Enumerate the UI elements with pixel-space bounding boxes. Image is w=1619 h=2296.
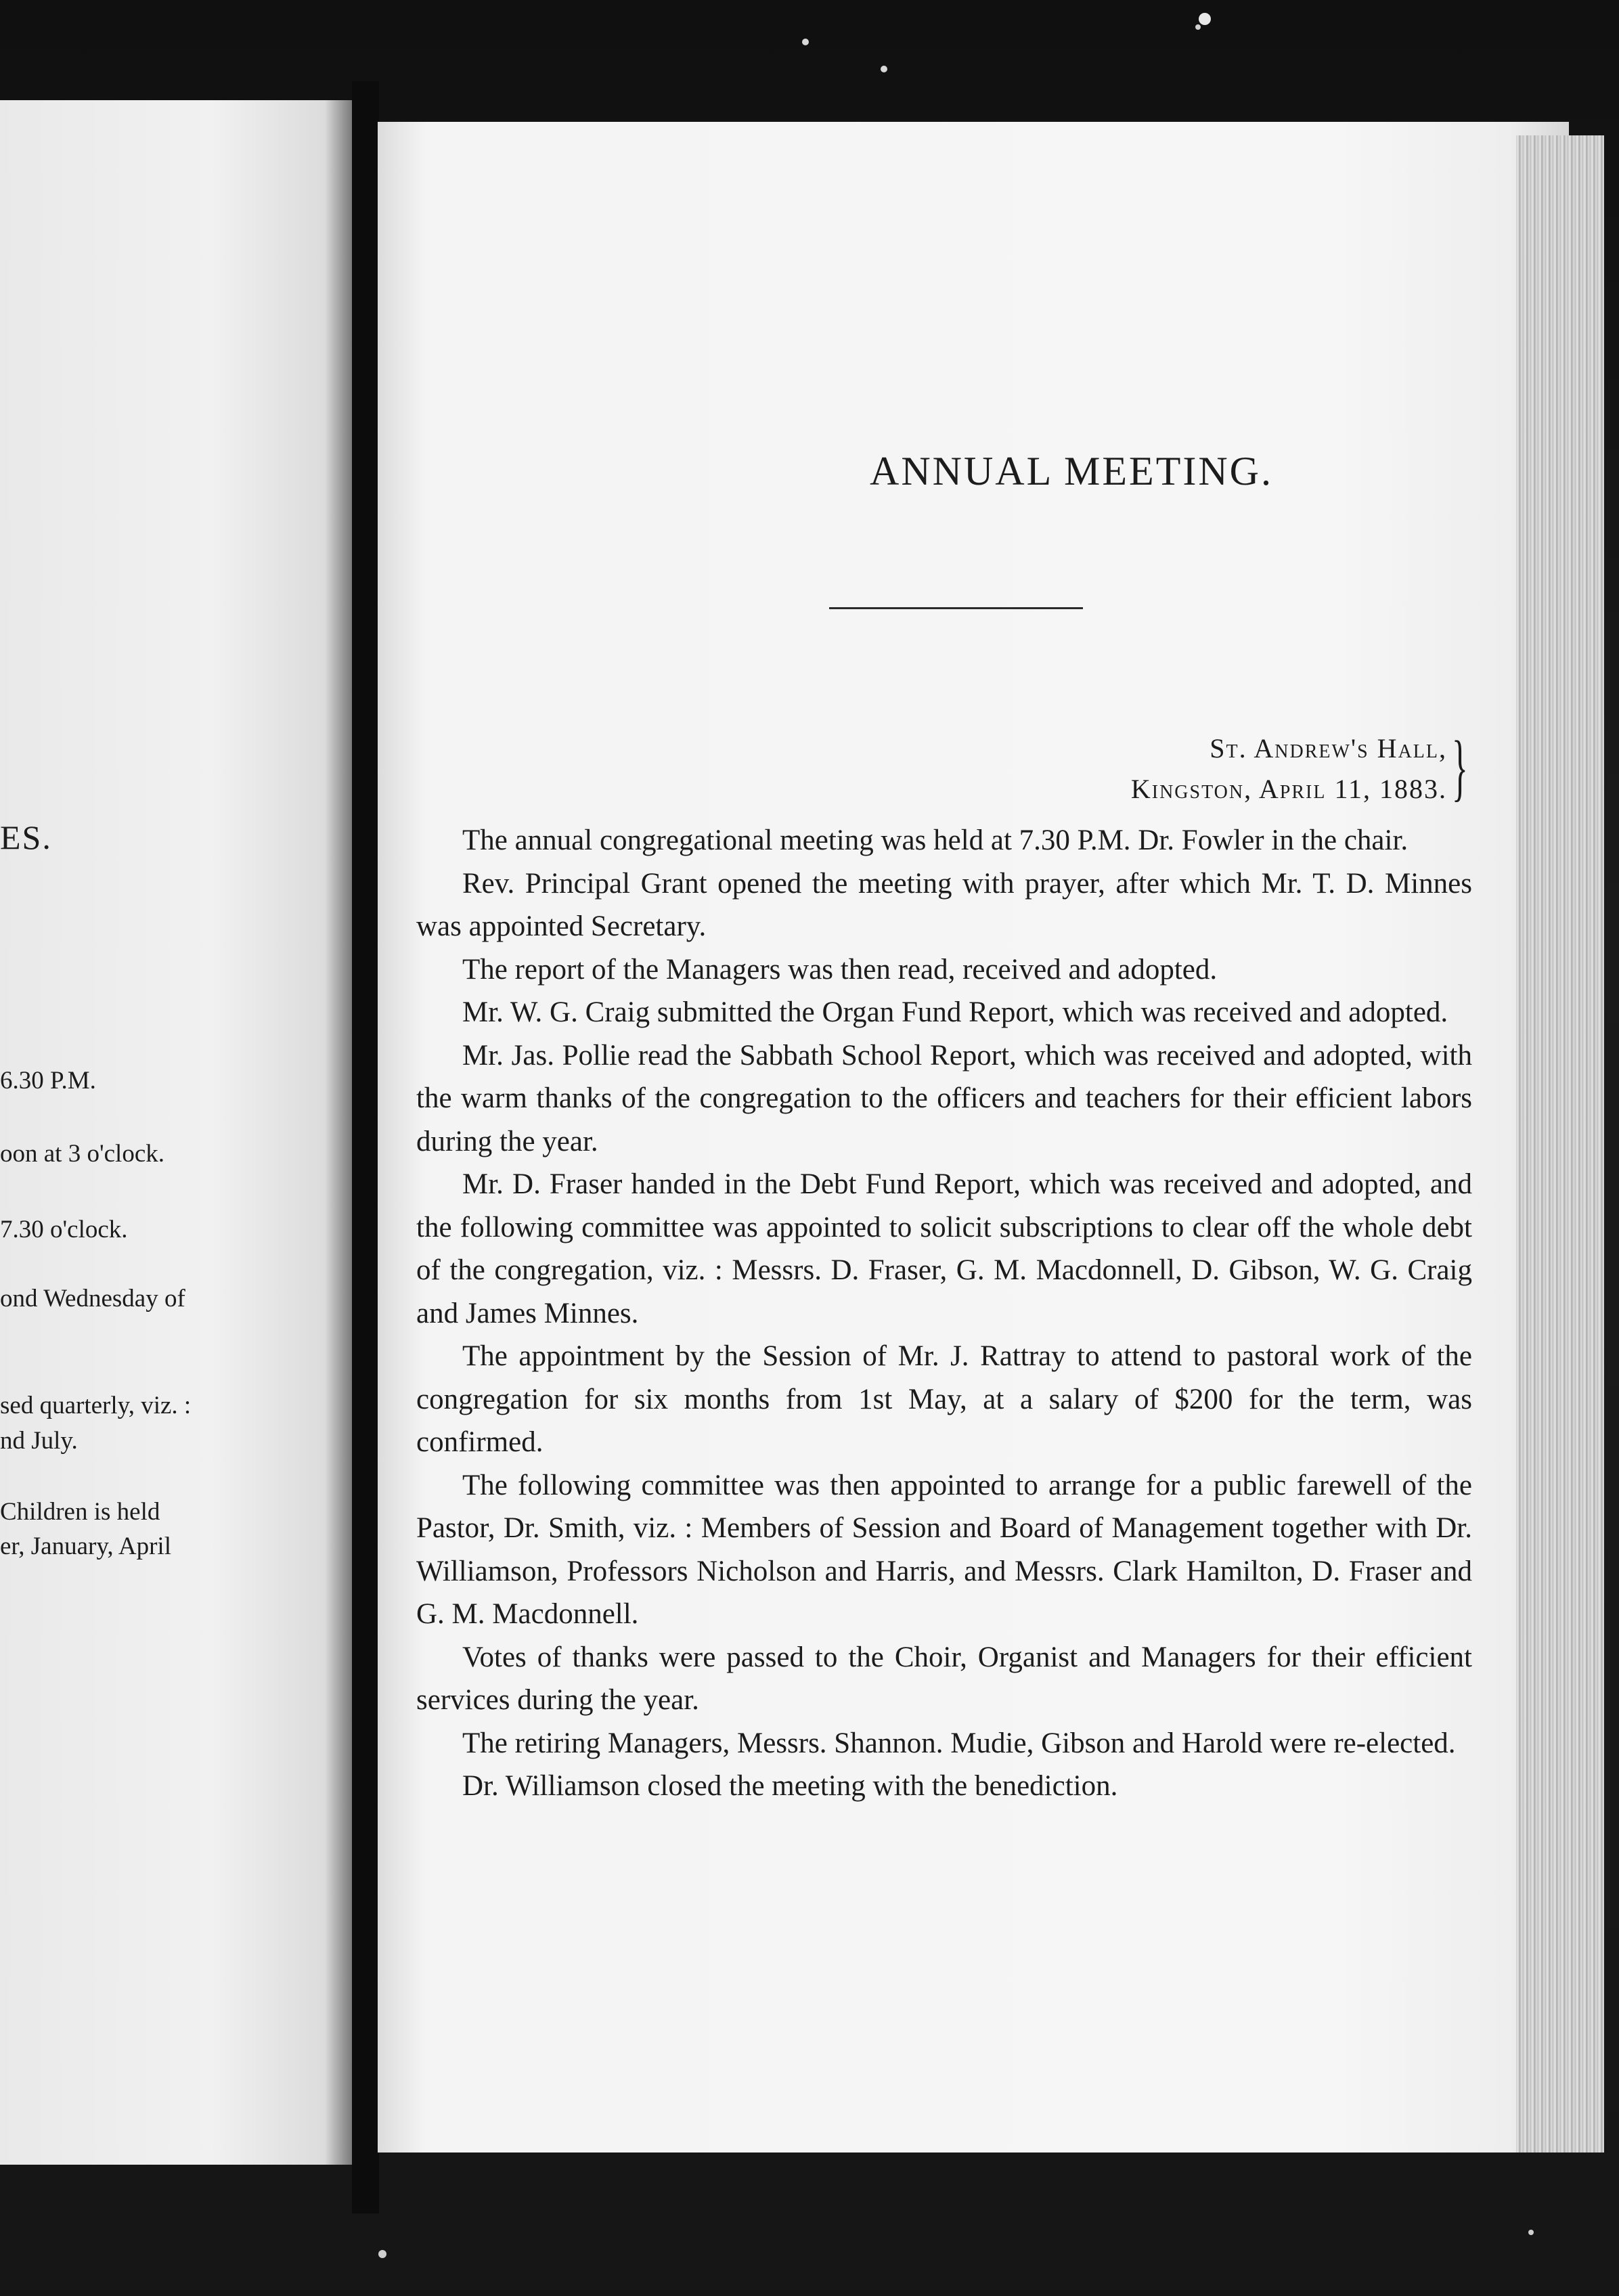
minutes-body [416,819,1472,1808]
dateline-venue: St. Andrew's Hall, [1210,733,1447,764]
paragraph: The appointment by the Session of Mr. J. Rattray to attend to pastoral work of the congregation for six months from 1st May, at a salary of $200 for the term, was confirmed. [416,1340,1472,1458]
left-page-line: ond Wednesday of [0,1285,185,1312]
left-page-line: nd July. [0,1427,78,1455]
right-page [378,122,1569,2152]
paragraph: Dr. Williamson closed the meeting with the benediction. [462,1770,1118,1802]
left-page-line: oon at 3 o'clock. [0,1140,164,1168]
left-page-line: Children is held [0,1498,160,1526]
paragraph: Mr. Jas. Pollie read the Sabbath School Report, which was received and adopted, with the warm thanks of the congregation to the officers and teachers for their efficient labors during the year. [416,1039,1472,1157]
paragraph: The report of the Managers was then read, received and adopted. [462,953,1218,986]
left-page-line: 6.30 P.M. [0,1067,96,1095]
paragraph: The retiring Managers, Messrs. Shannon. Mudie, Gibson and Harold were re-elected. [462,1727,1456,1759]
paragraph: Mr. D. Fraser handed in the Debt Fund Report, which was received and adopted, and the following committee was appointed to solicit subscriptions to clear off the whole debt of the congregation, viz. : Messrs. D. Fraser, G. M. Macdonnell, D. Gibson, W. G. Craig and James Minnes. [416,1168,1472,1329]
book-spine [352,81,379,2213]
dateline-place-date: Kingston, April 11, 1883. [1130,774,1447,804]
left-page-line: 7.30 o'clock. [0,1216,128,1243]
paragraph: Rev. Principal Grant opened the meeting with prayer, after which Mr. T. D. Minnes was appointed Secretary. [416,867,1472,942]
left-page-heading: ES. [0,818,52,856]
left-page-line: er, January, April [0,1532,171,1560]
paragraph: Mr. W. G. Craig submitted the Organ Fund Report, which was received and adopted. [462,996,1448,1028]
paragraph: Votes of thanks were passed to the Choir, Organist and Managers for their efficient services during the year. [416,1641,1472,1716]
paragraph: The annual congregational meeting was held at 7.30 P.M. Dr. Fowler in the chair. [462,824,1409,856]
page-title: ANNUAL MEETING. [869,449,1273,493]
page-edges [1516,135,1604,2152]
gutter-shadow [325,100,352,2165]
paragraph: The following committee was then appointed to arrange for a public farewell of the Pastor, Dr. Smith, viz. : Members of Session and Board of Management together with Dr. Williamson, Professors Nicholson and Harris, and Messrs. Clark Hamilton, D. Fraser and G. M. Macdonnell. [416,1469,1472,1630]
dateline-brace: } [1452,726,1468,808]
left-page-line: sed quarterly, viz. : [0,1392,192,1419]
left-page [0,100,352,2165]
title-rule [829,607,1083,609]
